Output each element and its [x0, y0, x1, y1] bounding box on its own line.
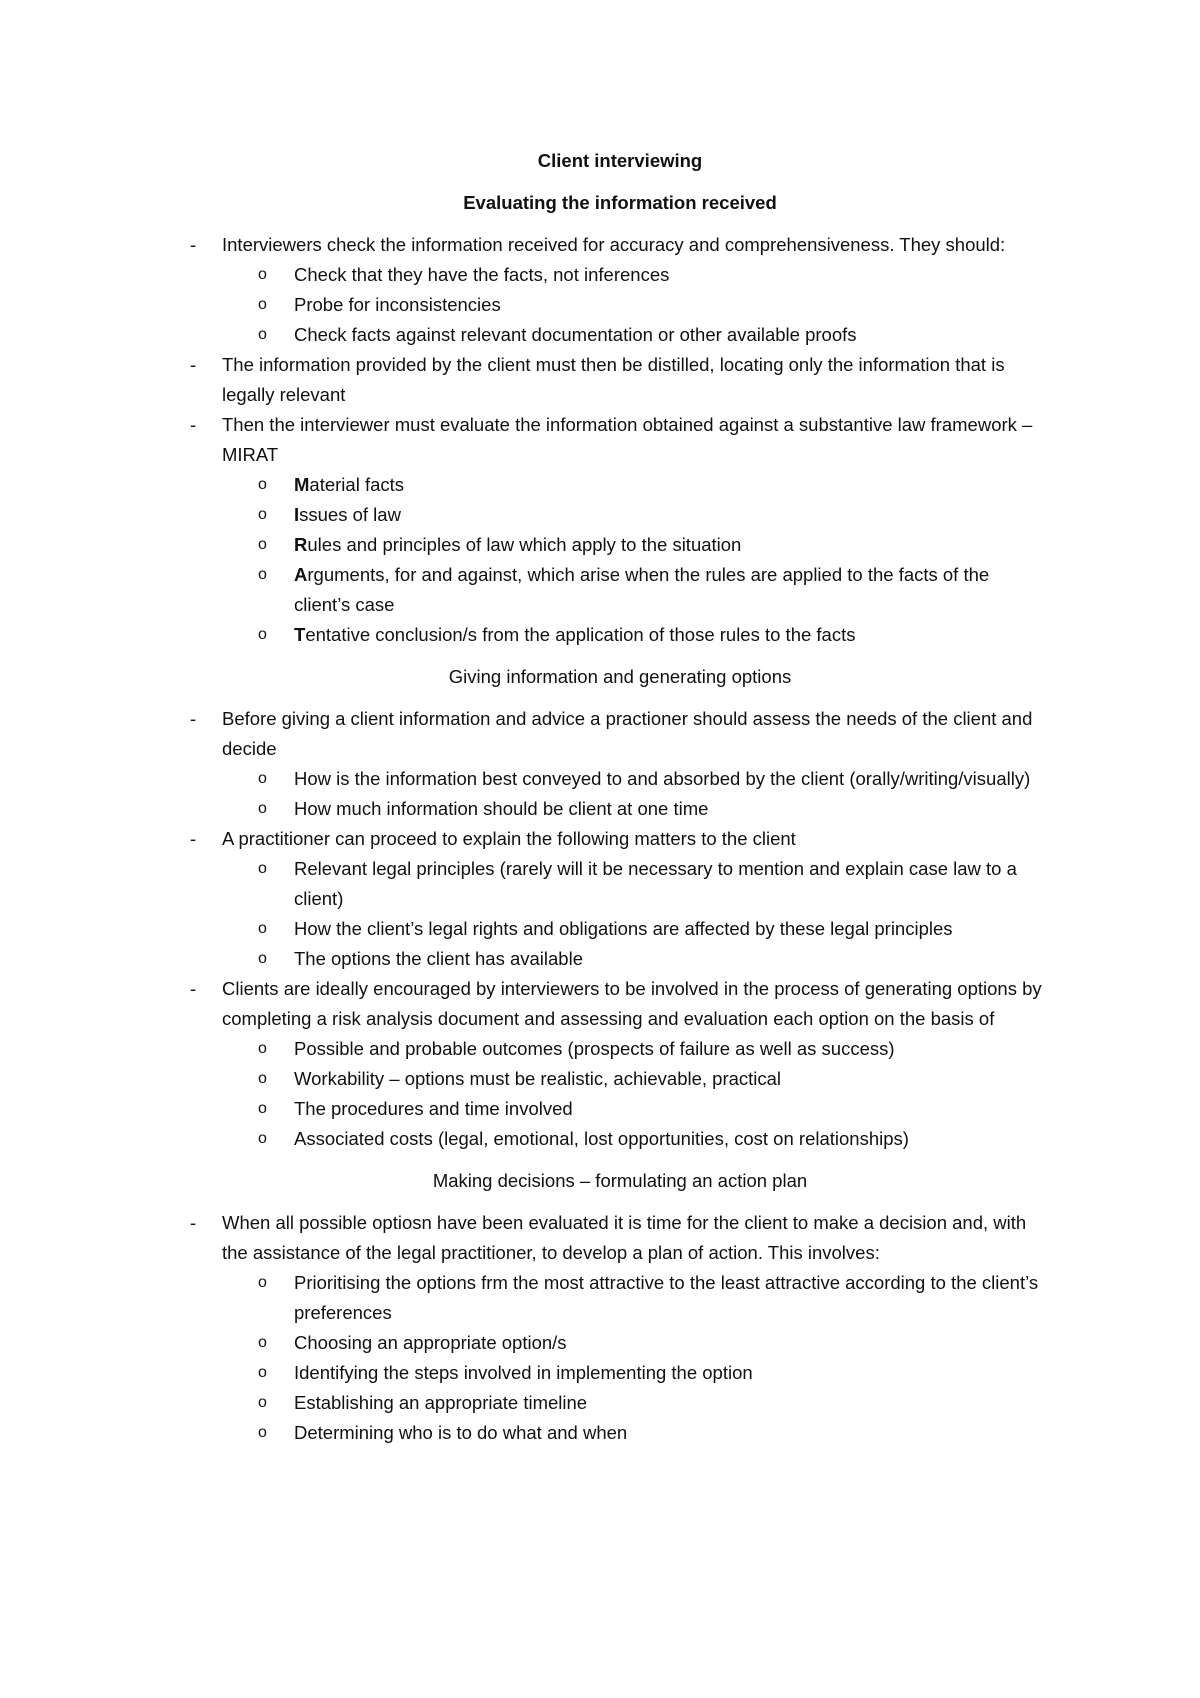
sub-list-item-text: Check facts against relevant documentation or other available proofs: [294, 324, 857, 345]
document-body: [190, 188, 1050, 1448]
circle-bullet-icon: o: [258, 950, 267, 967]
sub-list-item-text: entative conclusion/s from the application of those rules to the facts: [305, 624, 856, 645]
sub-list-item: [258, 1418, 1050, 1448]
sub-list-item: [258, 1094, 1050, 1124]
circle-bullet-icon: o: [258, 326, 267, 343]
section-heading: Evaluating the information received: [463, 192, 777, 213]
sub-list-item: [258, 560, 1050, 620]
sub-list-item: [258, 1358, 1050, 1388]
list-item-text: Then the interviewer must evaluate the information obtained against a substantive law framework – MIRAT: [222, 414, 1033, 465]
circle-bullet-icon: o: [258, 920, 267, 937]
sub-list-item-text: rguments, for and against, which arise when the rules are applied to the facts of the client’s case: [294, 564, 990, 615]
sub-list-item: [258, 620, 1050, 650]
list-item-text: Clients are ideally encouraged by interviewers to be involved in the process of generating options by completing a risk analysis document and assessing and evaluation each option on the basis of: [222, 978, 1042, 1029]
sub-list-item: [258, 470, 1050, 500]
sub-list-item-text: Establishing an appropriate timeline: [294, 1392, 588, 1413]
circle-bullet-icon: o: [258, 1130, 267, 1147]
circle-bullet-icon: o: [258, 296, 267, 313]
sub-list-item: [258, 794, 1050, 824]
sub-list-item-text: How is the information best conveyed to and absorbed by the client (orally/writing/visually): [294, 768, 1031, 789]
sub-list-item-text: Determining who is to do what and when: [294, 1422, 628, 1443]
list-item-text: The information provided by the client must then be distilled, locating only the information that is legally relevant: [222, 354, 1005, 405]
sub-list: [222, 854, 1050, 974]
sub-list-item-text: Relevant legal principles (rarely will it be necessary to mention and explain case law to a client): [294, 858, 1017, 909]
list-item: [190, 1208, 1050, 1448]
circle-bullet-icon: o: [258, 476, 267, 493]
mnemonic-initial: R: [294, 534, 308, 555]
sub-list-item-text: Probe for inconsistencies: [294, 294, 501, 315]
circle-bullet-icon: o: [258, 1040, 267, 1057]
sub-list-item: [258, 1388, 1050, 1418]
sub-list-item: [258, 1328, 1050, 1358]
sub-list-item-text: The procedures and time involved: [294, 1098, 573, 1119]
sub-list-item-text: How much information should be client at one time: [294, 798, 709, 819]
list-item: [190, 230, 1050, 350]
sub-list-item: [258, 320, 1050, 350]
sub-list-item-text: Identifying the steps involved in implementing the option: [294, 1362, 753, 1383]
mnemonic-initial: M: [294, 474, 310, 495]
circle-bullet-icon: o: [258, 770, 267, 787]
sub-list-item-text: Workability – options must be realistic, achievable, practical: [294, 1068, 782, 1089]
list-item: [190, 410, 1050, 650]
sub-list-item-text: aterial facts: [309, 474, 405, 495]
sub-list-item-text: Choosing an appropriate option/s: [294, 1332, 567, 1353]
sub-list-item: [258, 764, 1050, 794]
list-item-text: Interviewers check the information received for accuracy and comprehensiveness. They should:: [222, 234, 1006, 255]
dash-bullet-icon: -: [190, 708, 197, 729]
mnemonic-initial: A: [294, 564, 308, 585]
sub-list-item: [258, 1124, 1050, 1154]
circle-bullet-icon: o: [258, 1274, 267, 1291]
sub-list-item-text: Associated costs (legal, emotional, lost opportunities, cost on relationships): [294, 1128, 909, 1149]
section-heading: Giving information and generating options: [448, 666, 792, 687]
circle-bullet-icon: o: [258, 1364, 267, 1381]
sub-list-item: [258, 1034, 1050, 1064]
circle-bullet-icon: o: [258, 566, 267, 583]
list-item: [190, 350, 1050, 410]
sub-list-item: [258, 944, 1050, 974]
circle-bullet-icon: o: [258, 1334, 267, 1351]
mnemonic-initial: T: [294, 624, 306, 645]
circle-bullet-icon: o: [258, 1100, 267, 1117]
sub-list-item: [258, 854, 1050, 914]
dash-bullet-icon: -: [190, 234, 197, 255]
dash-bullet-icon: -: [190, 1212, 197, 1233]
sub-list: [222, 1268, 1050, 1448]
bullet-list: [190, 230, 1050, 650]
circle-bullet-icon: o: [258, 1424, 267, 1441]
circle-bullet-icon: o: [258, 860, 267, 877]
sub-list: [222, 260, 1050, 350]
sub-list-item: [258, 290, 1050, 320]
dash-bullet-icon: -: [190, 354, 197, 375]
list-item-text: When all possible optiosn have been evaluated it is time for the client to make a decision and, with the assistance of the legal practitioner, to develop a plan of action. This involves:: [222, 1212, 1027, 1263]
document-title: Client interviewing: [537, 150, 703, 171]
circle-bullet-icon: o: [258, 626, 267, 643]
sub-list-item-text: Check that they have the facts, not inferences: [294, 264, 670, 285]
bullet-list: [190, 704, 1050, 1154]
list-item: [190, 974, 1050, 1154]
sub-list-item-text: How the client’s legal rights and obligations are affected by these legal principles: [294, 918, 953, 939]
sub-list-item: [258, 500, 1050, 530]
sub-list-item: [258, 1268, 1050, 1328]
circle-bullet-icon: o: [258, 1394, 267, 1411]
dash-bullet-icon: -: [190, 414, 197, 435]
dash-bullet-icon: -: [190, 978, 197, 999]
list-item-text: Before giving a client information and advice a practioner should assess the needs of the client and decide: [222, 708, 1033, 759]
list-item: [190, 824, 1050, 974]
circle-bullet-icon: o: [258, 266, 267, 283]
sub-list-item-text: Possible and probable outcomes (prospects of failure as well as success): [294, 1038, 895, 1059]
list-item-text: A practitioner can proceed to explain the following matters to the client: [222, 828, 796, 849]
sub-list-item: [258, 914, 1050, 944]
mnemonic-initial: I: [294, 504, 300, 525]
sub-list-item: [258, 530, 1050, 560]
sub-list-item-text: ules and principles of law which apply to the situation: [307, 534, 742, 555]
sub-list-item-text: Prioritising the options frm the most attractive to the least attractive according to the client’s preferences: [294, 1272, 1039, 1323]
sub-list: [222, 764, 1050, 824]
circle-bullet-icon: o: [258, 506, 267, 523]
sub-list-item-text: ssues of law: [299, 504, 401, 525]
bullet-list: [190, 1208, 1050, 1448]
circle-bullet-icon: o: [258, 800, 267, 817]
dash-bullet-icon: -: [190, 828, 197, 849]
sub-list-item: [258, 260, 1050, 290]
sub-list: [222, 470, 1050, 650]
section-heading: Making decisions – formulating an action plan: [432, 1170, 808, 1191]
sub-list-item: [258, 1064, 1050, 1094]
sub-list: [222, 1034, 1050, 1154]
list-item: [190, 704, 1050, 824]
sub-list-item-text: The options the client has available: [294, 948, 583, 969]
circle-bullet-icon: o: [258, 1070, 267, 1087]
circle-bullet-icon: o: [258, 536, 267, 553]
